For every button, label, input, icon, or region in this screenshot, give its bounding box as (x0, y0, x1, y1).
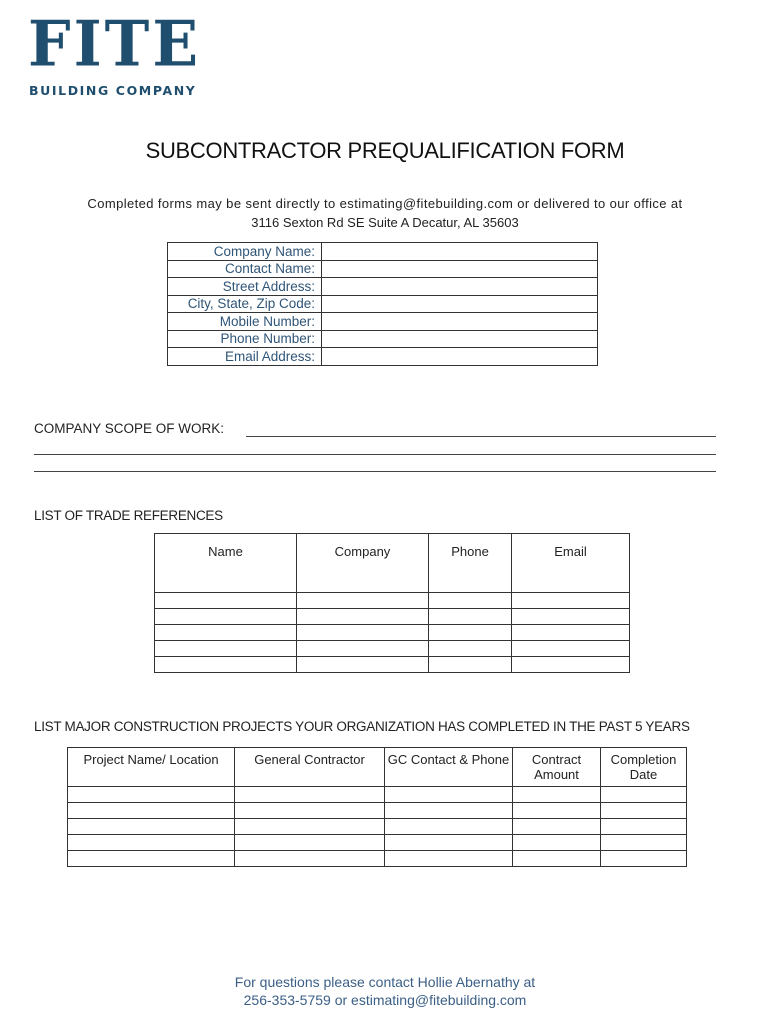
major-projects-label: LIST MAJOR CONSTRUCTION PROJECTS YOUR ORGANIZATION HAS COMPLETED IN THE PAST 5 YEARS (34, 719, 690, 734)
table-cell[interactable] (429, 657, 512, 673)
field-input-mobile-number[interactable] (322, 313, 598, 331)
table-row (68, 851, 687, 867)
table-cell[interactable] (601, 851, 687, 867)
table-cell[interactable] (297, 609, 429, 625)
table-cell[interactable] (68, 787, 235, 803)
table-cell[interactable] (68, 803, 235, 819)
table-cell[interactable] (429, 593, 512, 609)
table-cell[interactable] (155, 625, 297, 641)
table-cell[interactable] (297, 641, 429, 657)
logo-wordmark: FITE (28, 7, 202, 82)
table-row (68, 819, 687, 835)
table-cell[interactable] (155, 641, 297, 657)
table-cell[interactable] (385, 787, 513, 803)
trade-references-table (154, 533, 630, 673)
table-cell[interactable] (297, 593, 429, 609)
proj-header-contract-amount: Contract Amount (513, 748, 601, 787)
field-label-city-state-zip: City, State, Zip Code: (168, 295, 322, 313)
scope-of-work-label: COMPANY SCOPE OF WORK: (34, 421, 225, 436)
table-row (155, 593, 630, 609)
field-input-company-name[interactable] (322, 243, 598, 261)
field-label-phone-number: Phone Number: (168, 330, 322, 348)
ref-header-email: Email (512, 534, 630, 593)
field-label-street-address: Street Address: (168, 278, 322, 296)
table-row (68, 803, 687, 819)
table-cell[interactable] (513, 851, 601, 867)
table-cell[interactable] (297, 625, 429, 641)
table-row (155, 625, 630, 641)
field-input-street-address[interactable] (322, 278, 598, 296)
table-cell[interactable] (601, 819, 687, 835)
table-cell[interactable] (512, 625, 630, 641)
table-cell[interactable] (235, 851, 385, 867)
field-input-contact-name[interactable] (322, 260, 598, 278)
table-cell[interactable] (385, 835, 513, 851)
form-title: SUBCONTRACTOR PREQUALIFICATION FORM (145, 138, 625, 163)
table-cell[interactable] (601, 835, 687, 851)
footer-contact-line-1: For questions please contact Hollie Abernathy at (234, 974, 536, 990)
field-label-company-name: Company Name: (168, 243, 322, 261)
table-cell[interactable] (235, 803, 385, 819)
table-cell[interactable] (513, 787, 601, 803)
table-cell[interactable] (68, 835, 235, 851)
major-projects-table (67, 747, 687, 867)
scope-line-3[interactable] (34, 471, 716, 472)
logo-tagline: BUILDING COMPANY (29, 83, 197, 98)
table-cell[interactable] (601, 787, 687, 803)
ref-header-name: Name (155, 534, 297, 593)
table-cell[interactable] (513, 803, 601, 819)
table-cell[interactable] (385, 803, 513, 819)
table-cell[interactable] (385, 851, 513, 867)
table-cell[interactable] (512, 641, 630, 657)
company-info-table (167, 242, 598, 366)
table-cell[interactable] (429, 609, 512, 625)
proj-header-name-location: Project Name/ Location (68, 748, 235, 787)
table-cell[interactable] (235, 787, 385, 803)
table-row (68, 787, 687, 803)
field-input-email-address[interactable] (322, 348, 598, 366)
field-label-contact-name: Contact Name: (168, 260, 322, 278)
table-cell[interactable] (512, 657, 630, 673)
table-cell[interactable] (155, 657, 297, 673)
intro-line-2: 3116 Sexton Rd SE Suite A Decatur, AL 35603 (251, 215, 519, 230)
table-cell[interactable] (512, 593, 630, 609)
scope-line-1[interactable] (246, 436, 716, 437)
table-row (155, 641, 630, 657)
ref-header-company: Company (297, 534, 429, 593)
table-cell[interactable] (512, 609, 630, 625)
proj-header-completion-date: Completion Date (601, 748, 687, 787)
table-cell[interactable] (235, 819, 385, 835)
scope-line-2[interactable] (34, 454, 716, 455)
table-cell[interactable] (155, 593, 297, 609)
table-cell[interactable] (297, 657, 429, 673)
table-cell[interactable] (155, 609, 297, 625)
table-cell[interactable] (429, 625, 512, 641)
field-label-mobile-number: Mobile Number: (168, 313, 322, 331)
proj-header-gc-contact-phone: GC Contact & Phone (385, 748, 513, 787)
table-cell[interactable] (429, 641, 512, 657)
proj-header-general-contractor: General Contractor (235, 748, 385, 787)
trade-references-label: LIST OF TRADE REFERENCES (34, 508, 223, 523)
company-logo (28, 7, 202, 100)
ref-header-phone: Phone (429, 534, 512, 593)
table-row (68, 835, 687, 851)
table-row (155, 609, 630, 625)
table-cell[interactable] (235, 835, 385, 851)
table-cell[interactable] (513, 835, 601, 851)
field-input-city-state-zip[interactable] (322, 295, 598, 313)
field-label-email-address: Email Address: (168, 348, 322, 366)
field-input-phone-number[interactable] (322, 330, 598, 348)
table-cell[interactable] (385, 819, 513, 835)
table-cell[interactable] (68, 819, 235, 835)
footer-contact-line-2: 256-353-5759 or estimating@fitebuilding.com (243, 992, 527, 1008)
table-cell[interactable] (601, 803, 687, 819)
intro-line-1: Completed forms may be sent directly to estimating@fitebuilding.com or delivered to our office at (87, 196, 683, 211)
table-cell[interactable] (513, 819, 601, 835)
table-row (155, 657, 630, 673)
table-cell[interactable] (68, 851, 235, 867)
